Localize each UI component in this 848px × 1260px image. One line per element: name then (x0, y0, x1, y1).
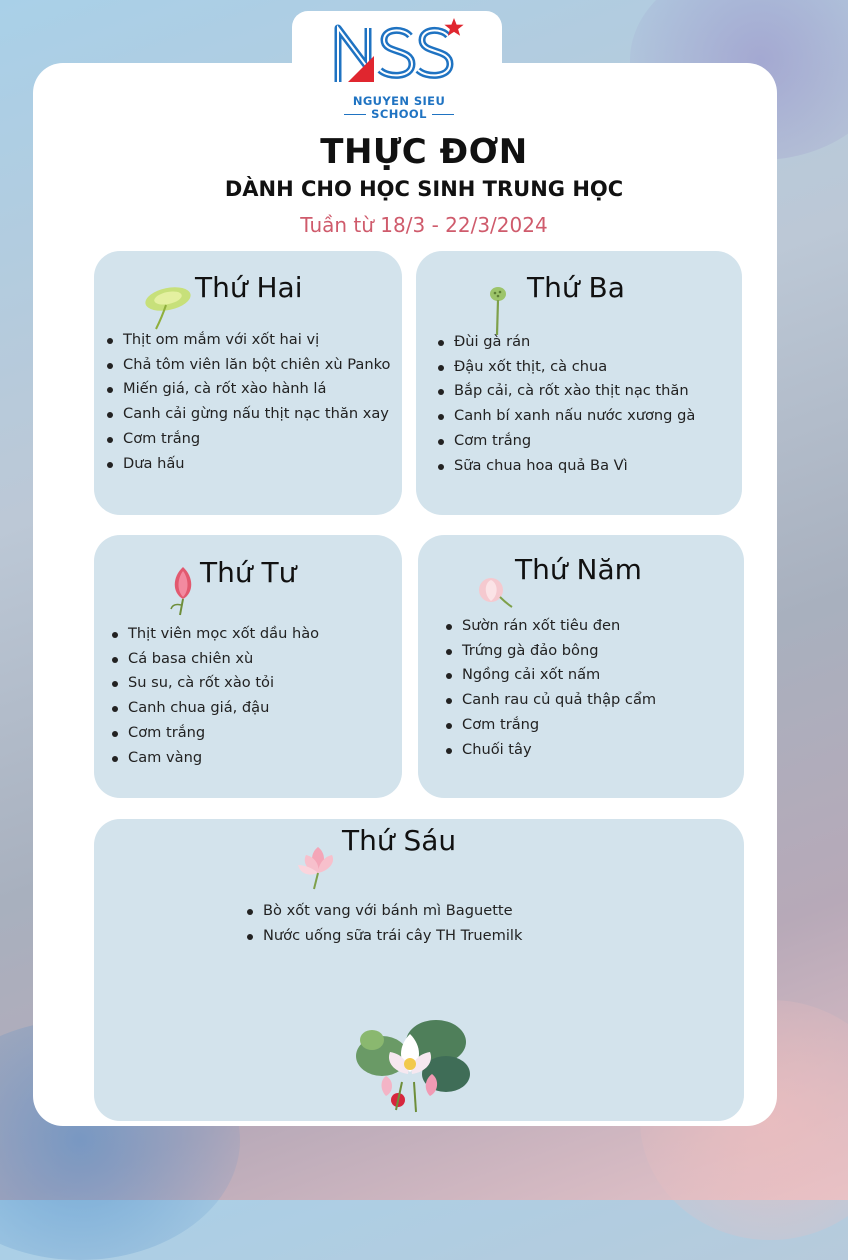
friday-card (94, 819, 744, 1121)
friday-menu-list (246, 899, 522, 948)
list-item: Canh rau củ quả thập cẩm (445, 688, 656, 713)
list-item: Bắp cải, cà rốt xào thịt nạc thăn (437, 379, 695, 404)
list-item: Sữa chua hoa quả Ba Vì (437, 454, 695, 479)
nss-logo-icon (334, 16, 464, 94)
monday-title: Thứ Hai (195, 271, 303, 304)
list-item: Đậu xốt thịt, cà chua (437, 355, 695, 380)
list-item: Cam vàng (111, 746, 319, 771)
list-item: Trứng gà đảo bông (445, 639, 656, 664)
school-name-line2: SCHOOL (334, 107, 464, 121)
lotus-leaf-icon (142, 285, 194, 331)
list-item: Cơm trắng (111, 721, 319, 746)
school-name-line1: NGUYEN SIEU (352, 94, 446, 108)
week-range: Tuần từ 18/3 - 22/3/2024 (300, 213, 548, 237)
wednesday-card (94, 535, 402, 798)
school-logo (334, 16, 464, 124)
list-item: Su su, cà rốt xào tỏi (111, 671, 319, 696)
list-item: Dưa hấu (106, 452, 390, 477)
list-item: Thịt om mắm với xốt hai vị (106, 328, 390, 353)
menu-subtitle: DÀNH CHO HỌC SINH TRUNG HỌC (224, 177, 624, 201)
thursday-card (418, 535, 744, 798)
monday-menu-list (106, 328, 390, 476)
list-item: Cơm trắng (437, 429, 695, 454)
list-item: Nước uống sữa trái cây TH Truemilk (246, 924, 522, 949)
monday-card (94, 251, 402, 515)
tuesday-menu-list (437, 330, 695, 478)
wednesday-menu-list (111, 622, 319, 770)
list-item: Thịt viên mọc xốt dầu hào (111, 622, 319, 647)
list-item: Chuối tây (445, 738, 656, 763)
list-item: Đùi gà rán (437, 330, 695, 355)
menu-title: THỰC ĐƠN (320, 132, 528, 172)
list-item: Canh chua giá, đậu (111, 696, 319, 721)
thursday-menu-list (445, 614, 656, 762)
thursday-title: Thứ Năm (515, 553, 642, 586)
list-item: Cá basa chiên xù (111, 647, 319, 672)
list-item: Canh cải gừng nấu thịt nạc thăn xay (106, 402, 390, 427)
lotus-bouquet-icon (352, 1012, 476, 1116)
lotus-blossom-icon (474, 575, 514, 609)
wednesday-title: Thứ Tư (200, 556, 297, 589)
friday-title: Thứ Sáu (342, 824, 457, 857)
list-item: Miến giá, cà rốt xào hành lá (106, 377, 390, 402)
list-item: Chả tôm viên lăn bột chiên xù Panko (106, 353, 390, 378)
list-item: Cơm trắng (106, 427, 390, 452)
list-item: Cơm trắng (445, 713, 656, 738)
list-item: Bò xốt vang với bánh mì Baguette (246, 899, 522, 924)
list-item: Sườn rán xốt tiêu đen (445, 614, 656, 639)
tuesday-title: Thứ Ba (527, 271, 625, 304)
list-item: Ngồng cải xốt nấm (445, 663, 656, 688)
lotus-flower-icon (296, 841, 342, 891)
lotus-bud-icon (168, 565, 198, 617)
list-item: Canh bí xanh nấu nước xương gà (437, 404, 695, 429)
tuesday-card (416, 251, 742, 515)
